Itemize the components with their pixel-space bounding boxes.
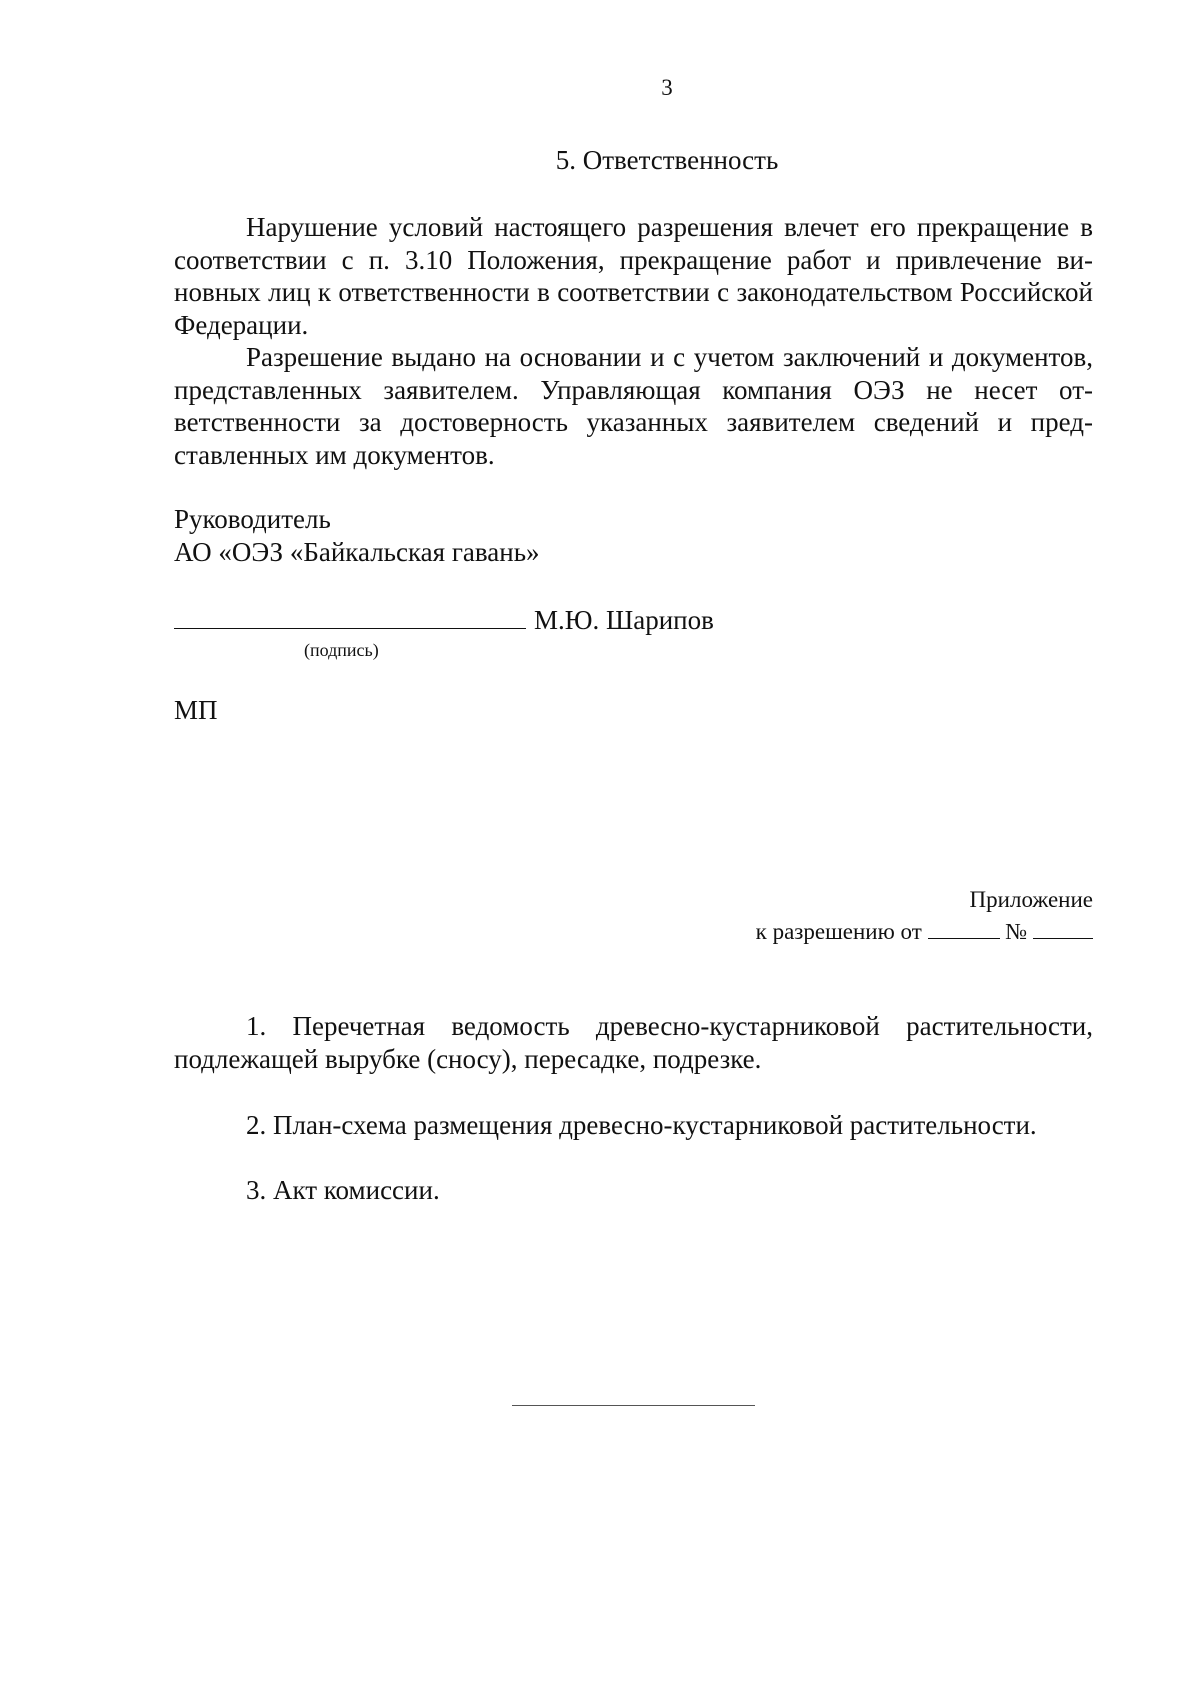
date-blank bbox=[928, 918, 1000, 939]
number-blank bbox=[1033, 918, 1093, 939]
appendix-title: Приложение bbox=[969, 887, 1093, 912]
closing-divider bbox=[512, 1405, 755, 1406]
appendix-ref-prefix: к разрешению от bbox=[755, 919, 922, 944]
number-sign: № bbox=[1005, 919, 1028, 944]
responsibility-text bbox=[174, 211, 1093, 471]
appendix-item: 2. План-схема размещения древесно-кустарниковой растительности. bbox=[246, 1110, 1037, 1140]
responsibility-paragraph: Нарушение условий настоящего разрешения влечет его прекращение в соответствии с п. 3.10 Положения, прекращение работ и привлечение виновных лиц к ответственности в соответствии с законодательством Российской Федерации. bbox=[174, 212, 1093, 340]
signer-position: Руководитель bbox=[174, 504, 331, 534]
signer-organization: АО «ОЭЗ «Байкальская гавань» bbox=[174, 537, 540, 567]
appendix-item: 3. Акт комиссии. bbox=[246, 1175, 440, 1205]
signature-line bbox=[174, 602, 526, 629]
stamp-mark: МП bbox=[174, 695, 218, 725]
appendix-item: 1. Перечетная ведомость древесно-кустарниковой растительности, подлежащей вырубке (сносу), пересадке, подрезке. bbox=[174, 1011, 1093, 1074]
signer-name: М.Ю. Шарипов bbox=[534, 605, 714, 635]
section-heading: 5. Ответственность bbox=[555, 145, 779, 175]
appendix-reference bbox=[756, 918, 1093, 945]
responsibility-paragraph: Разрешение выдано на основании и с учетом заключений и документов, представленных заявителем. Управляющая компания ОЭЗ не несет ответственности за достоверность указанных заявителем сведений и представленных им документов. bbox=[174, 342, 1093, 470]
signature-caption: (подпись) bbox=[304, 640, 379, 660]
page-number: 3 bbox=[661, 75, 673, 100]
signature-row bbox=[174, 602, 714, 636]
